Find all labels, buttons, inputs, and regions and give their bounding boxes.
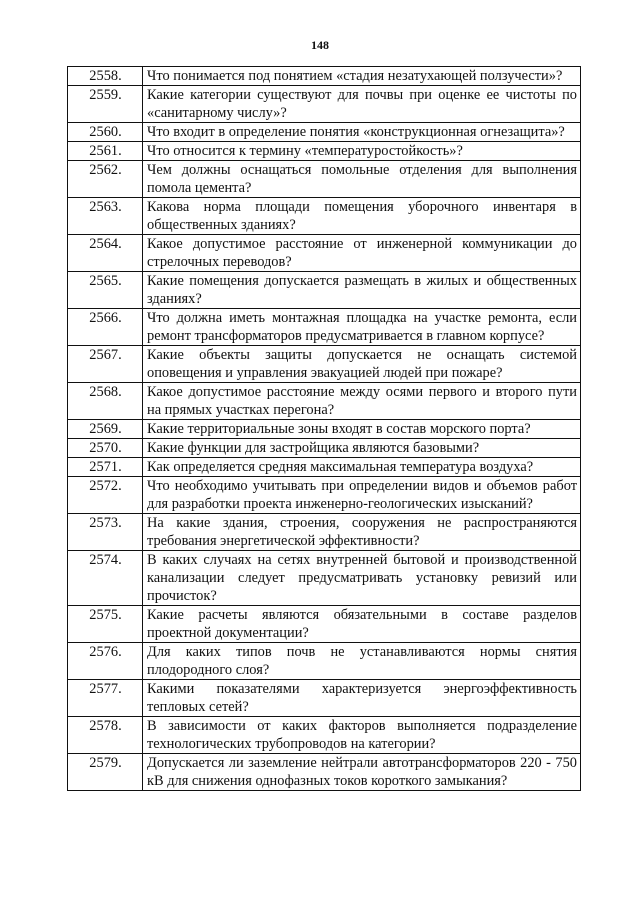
questions-table-body	[68, 67, 581, 791]
question-text: Какие категории существуют для почвы при оценке ее чистоты по «санитарному числу»?	[143, 86, 581, 123]
table-row	[68, 198, 581, 235]
question-text: В каких случаях на сетях внутренней бытовой и производственной канализации следует предусматривать установку ревизий или прочисток?	[143, 551, 581, 606]
question-text: Какие территориальные зоны входят в состав морского порта?	[143, 420, 581, 439]
question-number: 2576.	[68, 643, 143, 680]
question-number: 2565.	[68, 272, 143, 309]
table-row	[68, 383, 581, 420]
question-text: Что входит в определение понятия «конструкционная огнезащита»?	[143, 123, 581, 142]
question-number: 2559.	[68, 86, 143, 123]
table-row	[68, 67, 581, 86]
table-row	[68, 420, 581, 439]
question-number: 2577.	[68, 680, 143, 717]
table-row	[68, 272, 581, 309]
table-row	[68, 551, 581, 606]
table-row	[68, 643, 581, 680]
question-number: 2564.	[68, 235, 143, 272]
question-number: 2575.	[68, 606, 143, 643]
question-number: 2579.	[68, 754, 143, 791]
questions-table	[67, 66, 581, 791]
question-number: 2578.	[68, 717, 143, 754]
table-row	[68, 346, 581, 383]
question-number: 2561.	[68, 142, 143, 161]
table-row	[68, 514, 581, 551]
page-number: 148	[311, 38, 329, 52]
question-text: Как определяется средняя максимальная температура воздуха?	[143, 458, 581, 477]
question-text: Допускается ли заземление нейтрали автотрансформаторов 220 - 750 кВ для снижения однофазных токов короткого замыкания?	[143, 754, 581, 791]
table-row	[68, 142, 581, 161]
question-text: На какие здания, строения, сооружения не распространяются требования энергетической эффективности?	[143, 514, 581, 551]
table-row	[68, 754, 581, 791]
question-text: Чем должны оснащаться помольные отделения для выполнения помола цемента?	[143, 161, 581, 198]
question-text: Что необходимо учитывать при определении видов и объемов работ для разработки проекта инженерно-геологических изысканий?	[143, 477, 581, 514]
question-text: В зависимости от каких факторов выполняется подразделение технологических трубопроводов на категории?	[143, 717, 581, 754]
question-number: 2574.	[68, 551, 143, 606]
table-row	[68, 458, 581, 477]
table-row	[68, 235, 581, 272]
question-text: Какое допустимое расстояние от инженерной коммуникации до стрелочных переводов?	[143, 235, 581, 272]
question-text: Что должна иметь монтажная площадка на участке ремонта, если ремонт трансформаторов предусматривается в главном корпусе?	[143, 309, 581, 346]
table-row	[68, 123, 581, 142]
question-number: 2572.	[68, 477, 143, 514]
table-row	[68, 86, 581, 123]
question-number: 2571.	[68, 458, 143, 477]
question-text: Какие расчеты являются обязательными в составе разделов проектной документации?	[143, 606, 581, 643]
question-number: 2558.	[68, 67, 143, 86]
question-text: Какие объекты защиты допускается не оснащать системой оповещения и управления эвакуацией людей при пожаре?	[143, 346, 581, 383]
question-text: Какими показателями характеризуется энергоэффективность тепловых сетей?	[143, 680, 581, 717]
question-number: 2562.	[68, 161, 143, 198]
question-text: Какие помещения допускается размещать в жилых и общественных зданиях?	[143, 272, 581, 309]
table-row	[68, 717, 581, 754]
question-number: 2567.	[68, 346, 143, 383]
question-number: 2560.	[68, 123, 143, 142]
question-text: Для каких типов почв не устанавливаются нормы снятия плодородного слоя?	[143, 643, 581, 680]
question-text: Что относится к термину «температуростойкость»?	[143, 142, 581, 161]
question-number: 2566.	[68, 309, 143, 346]
table-row	[68, 606, 581, 643]
question-text: Какие функции для застройщика являются базовыми?	[143, 439, 581, 458]
question-number: 2563.	[68, 198, 143, 235]
question-text: Какое допустимое расстояние между осями первого и второго пути на прямых участках перегона?	[143, 383, 581, 420]
question-number: 2570.	[68, 439, 143, 458]
table-row	[68, 309, 581, 346]
question-number: 2569.	[68, 420, 143, 439]
question-number: 2573.	[68, 514, 143, 551]
question-text: Какова норма площади помещения уборочного инвентаря в общественных зданиях?	[143, 198, 581, 235]
question-text: Что понимается под понятием «стадия незатухающей ползучести»?	[143, 67, 581, 86]
table-row	[68, 439, 581, 458]
table-row	[68, 680, 581, 717]
table-row	[68, 161, 581, 198]
question-number: 2568.	[68, 383, 143, 420]
table-row	[68, 477, 581, 514]
